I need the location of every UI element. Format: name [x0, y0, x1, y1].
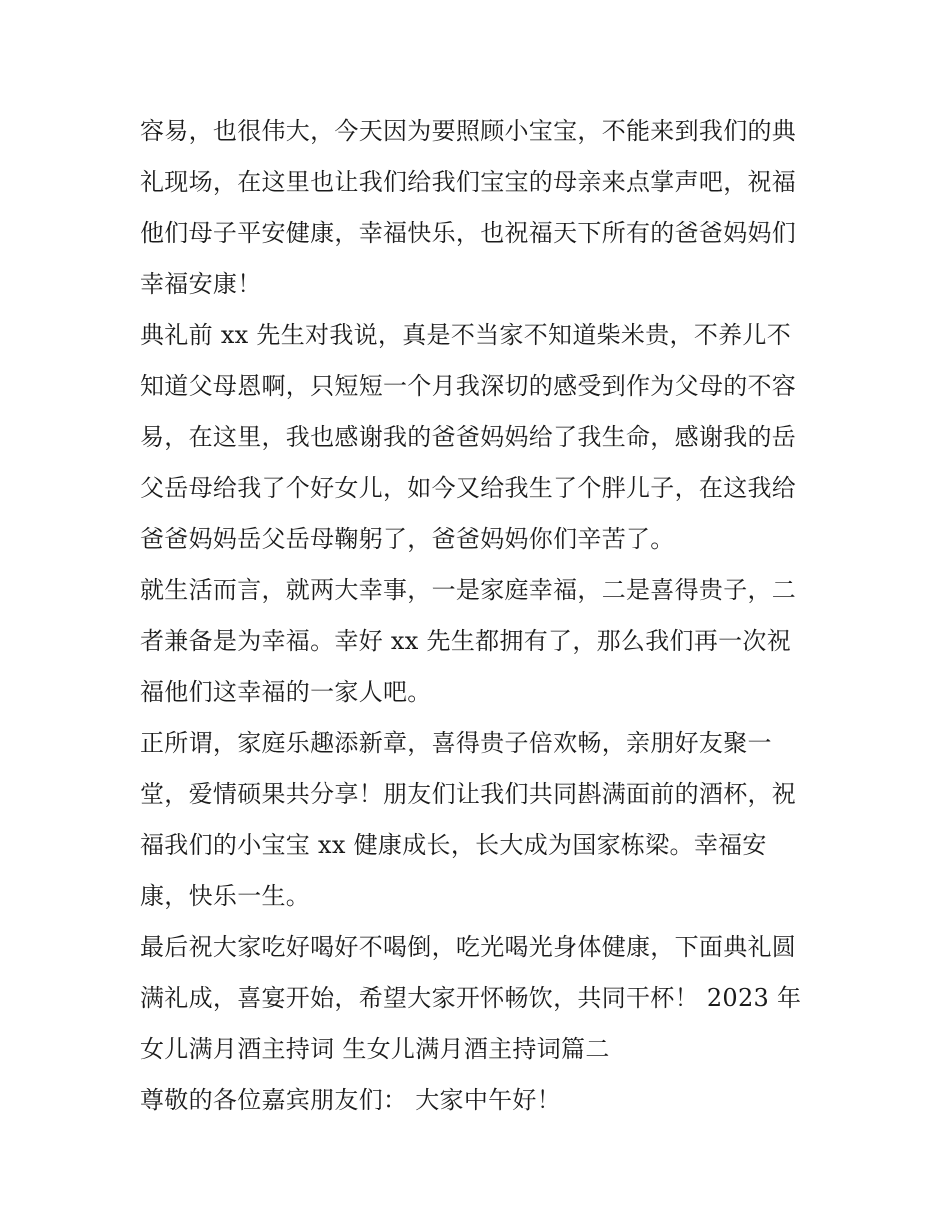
- text-line: 者兼备是为幸福。幸好 xx 先生都拥有了，那么我们再一次祝: [140, 627, 792, 655]
- text-line: 满礼成，喜宴开始，希望大家开怀畅饮，共同干杯！ 2023 年: [140, 984, 802, 1012]
- text-line: 知道父母恩啊，只短短一个月我深切的感受到作为父母的不容: [140, 372, 797, 400]
- text-line: 康，快乐一生。: [140, 882, 311, 910]
- text-line: 福他们这幸福的一家人吧。: [140, 678, 432, 706]
- text-line: 最后祝大家吃好喝好不喝倒，吃光喝光身体健康，下面典礼圆: [140, 933, 797, 961]
- document-body: [140, 106, 820, 1126]
- text-line: 礼现场，在这里也让我们给我们宝宝的母亲来点掌声吧，祝福: [140, 168, 797, 196]
- text-line: 易，在这里，我也感谢我的爸爸妈妈给了我生命，感谢我的岳: [140, 423, 797, 451]
- text-line: 容易，也很伟大，今天因为要照顾小宝宝，不能来到我们的典: [140, 117, 797, 145]
- text-line: 幸福安康！: [140, 270, 262, 298]
- text-line: 女儿满月酒主持词 生女儿满月酒主持词篇二: [140, 1035, 610, 1063]
- text-line: 尊敬的各位嘉宾朋友们： 大家中午好！: [140, 1086, 562, 1114]
- text-line: 福我们的小宝宝 xx 健康成长，长大成为国家栋梁。幸福安: [140, 831, 767, 859]
- text-line: 典礼前 xx 先生对我说，真是不当家不知道柴米贵，不养儿不: [140, 321, 792, 349]
- text-line: 堂，爱情硕果共分享！朋友们让我们共同斟满面前的酒杯，祝: [140, 780, 797, 808]
- text-line: 爸爸妈妈岳父岳母鞠躬了，爸爸妈妈你们辛苦了。: [140, 525, 675, 553]
- text-line: 他们母子平安健康，幸福快乐，也祝福天下所有的爸爸妈妈们: [140, 219, 797, 247]
- text-line: 就生活而言，就两大幸事，一是家庭幸福，二是喜得贵子，二: [140, 576, 797, 604]
- text-line: 父岳母给我了个好女儿，如今又给我生了个胖儿子，在这我给: [140, 474, 797, 502]
- text-line: 正所谓，家庭乐趣添新章，喜得贵子倍欢畅，亲朋好友聚一: [140, 729, 772, 757]
